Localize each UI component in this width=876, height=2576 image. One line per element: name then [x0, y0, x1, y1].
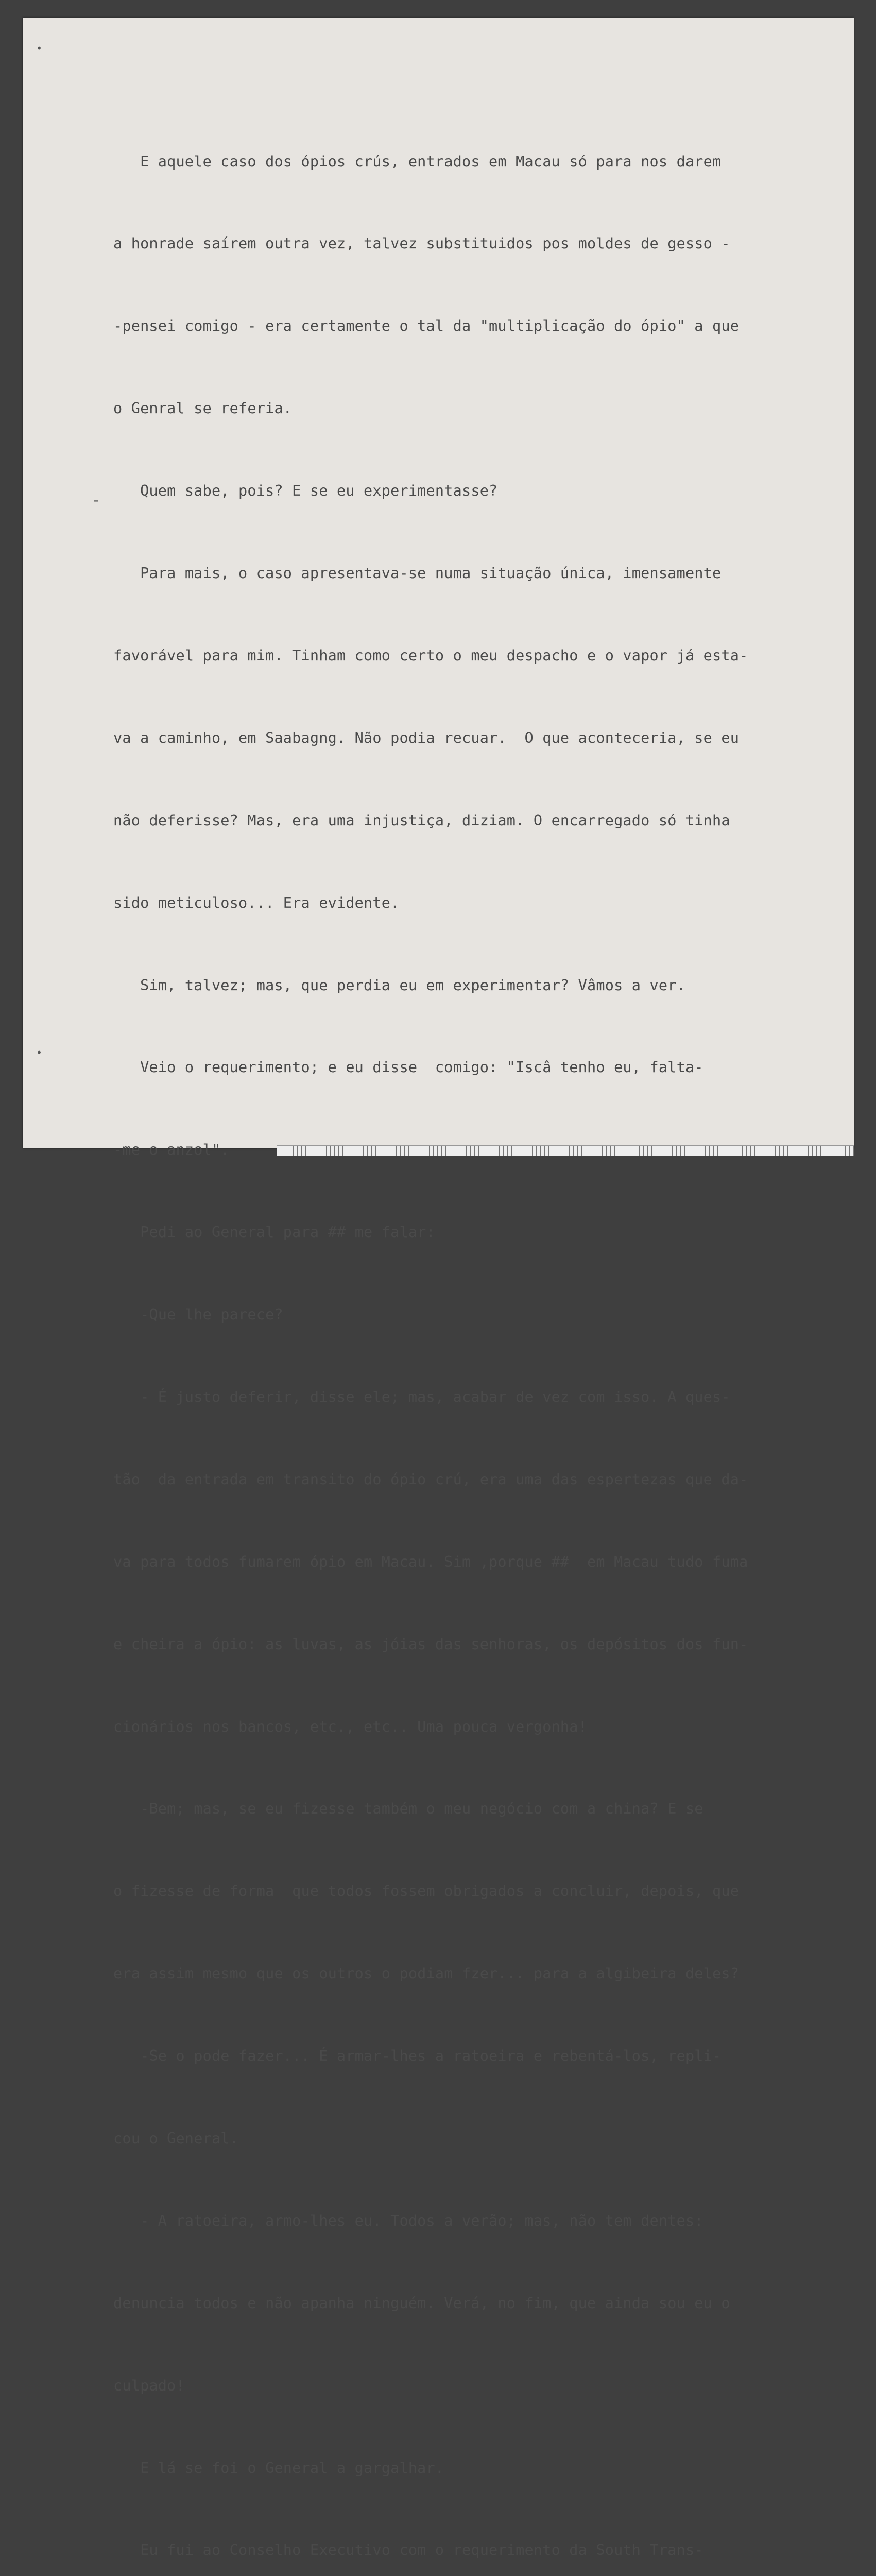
- text-line: -Que lhe parece?: [113, 1306, 283, 1324]
- text-line: Eu fui ao Conselho Executivo com o requerimento da South Trans-: [113, 2541, 703, 2559]
- text-line: não deferisse? Mas, era uma injustiça, diziam. O encarregado só tinha: [113, 811, 730, 829]
- text-line: Veio o requerimento; e eu disse comigo: "Iscâ tenho eu, falta-: [113, 1059, 703, 1076]
- scan-ruler: [277, 1145, 854, 1156]
- text-line: tão da entrada em transito do ópio crú, era uma das espertezas que da-: [113, 1470, 748, 1488]
- text-line: cou o General.: [113, 2129, 239, 2147]
- text-line: - A ratoeira, armo-lhes eu. Todos a verão; mas, não tem dentes:: [113, 2212, 703, 2229]
- text-line: favorável para mim. Tinham como certo o meu despacho e o vapor já esta-: [113, 647, 748, 664]
- text-line: va para todos fumarem ópio em Macau. Sim ,porque ## em Macau tudo fuma: [113, 1553, 748, 1570]
- text-line: era assim mesmo que os outros o podiam fzer... para a algibeira deles?: [113, 1965, 740, 1982]
- text-line: E aquele caso dos ópios crús, entrados em Macau só para nos darem: [113, 152, 722, 170]
- text-line: o fizesse de forma que todos fossem obrigados a concluir, depois, que: [113, 1883, 740, 1900]
- text-line: E lá se foi o General a gargalhar.: [113, 2459, 444, 2477]
- text-line: culpado!: [113, 2377, 185, 2394]
- text-line: -pensei comigo - era certamente o tal da "multiplicação do ópio" a que: [113, 317, 740, 335]
- typewritten-page: [23, 18, 854, 2559]
- text-line: sido meticuloso... Era evidente.: [113, 894, 400, 911]
- text-line: Sim, talvez; mas, que perdia eu em experimentar? Vâmos a ver.: [113, 976, 685, 994]
- typed-text-body: [113, 93, 845, 2576]
- margin-dash: -: [92, 492, 100, 509]
- text-line: Para mais, o caso apresentava-se numa situação única, imensamente: [113, 565, 722, 582]
- text-line: a honrade saírem outra vez, talvez substituidos pos moldes de gesso -: [113, 235, 730, 252]
- text-line: Quem sabe, pois? E se eu experimentasse?: [113, 482, 498, 500]
- margin-dot: •: [36, 1046, 43, 1059]
- text-line: cionários nos bancos, etc., etc.. Uma pouca vergonha!: [113, 1718, 587, 1735]
- text-line: Pedi ao General para ## me falar:: [113, 1224, 435, 1241]
- text-line: o Genral se referia.: [113, 400, 293, 417]
- text-line: -Se o pode fazer... É armar-lhes a ratoeira e rebentá-los, repli-: [113, 2047, 722, 2065]
- text-line: - É justo deferir, disse ele; mas, acabar de vez com isso. A ques-: [113, 1388, 730, 1405]
- text-line: denuncia todos e não apanha ninguém. Verá, no fim, que ainda sou eu o: [113, 2294, 730, 2312]
- text-line: e cheira a ópio: as luvas, as jóias das senhoras, os depósitos dos fun-: [113, 1635, 748, 1653]
- text-line: va a caminho, em Saabagng. Não podia recuar. O que aconteceria, se eu: [113, 729, 740, 747]
- text-line: -Bem; mas, se eu fizesse também o meu negócio com a china? E se: [113, 1800, 703, 1818]
- text-line: -me o anzol".: [113, 1141, 230, 1159]
- margin-dot: •: [36, 42, 43, 55]
